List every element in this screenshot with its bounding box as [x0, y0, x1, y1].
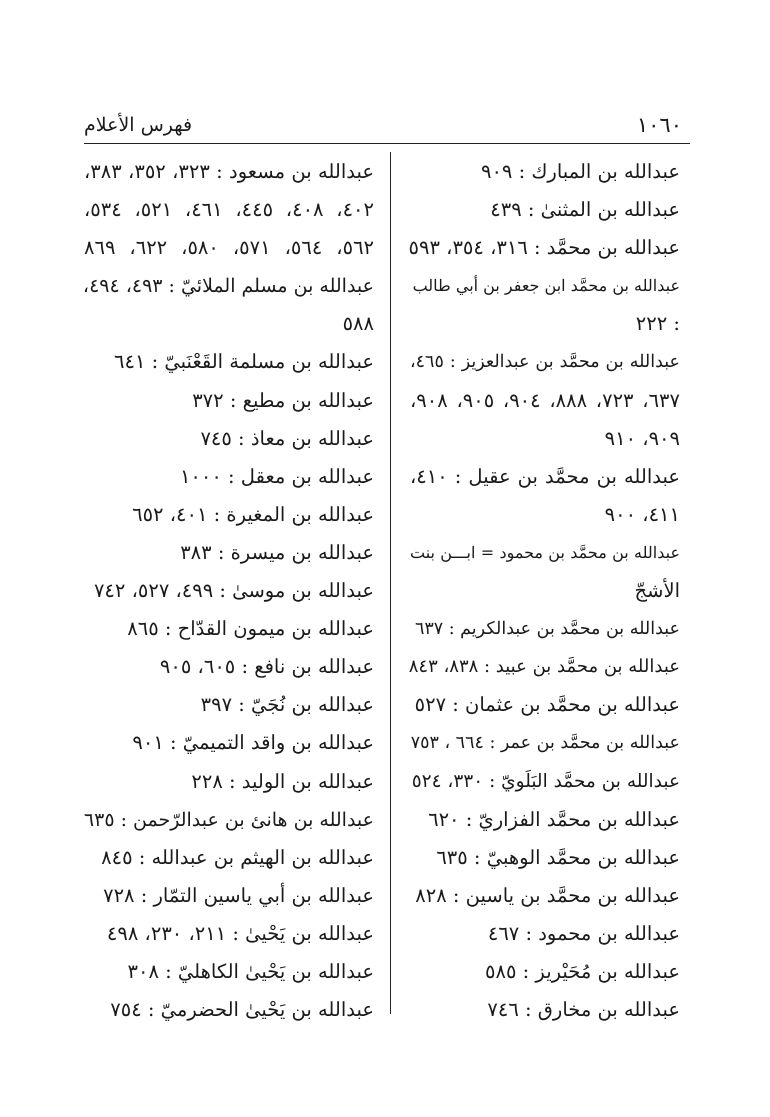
index-entry-line: ٥٦٢، ٥٦٤، ٥٧١، ٥٨٠، ٦٢٢، ٨٦٩ [84, 236, 375, 260]
index-column-left [84, 153, 374, 1029]
index-entry-line: عبدالله بن المثنىٰ : ٤٣٩ [490, 198, 680, 222]
index-entry-line: عبدالله بن محمود : ٤٦٧ [487, 921, 680, 945]
index-entry-line: عبدالله بن نافع : ٦٠٥، ٩٠٥ [159, 655, 374, 679]
index-entry-line: عبدالله بن محمَّد بن عقيل : ٤١٠، [410, 464, 680, 488]
index-entry-line: ٩٠٩، ٩١٠ [604, 426, 680, 450]
index-entry-line: الأشجّ [634, 579, 680, 603]
index-entry-line: عبدالله بن محمَّد ابن جعفر بن أبي طالب [412, 276, 680, 296]
index-entry-line: عبدالله بن يَحْيىٰ الكاهليّ : ٣٠٨ [127, 959, 374, 983]
index-entry-line: ٥٨٨ [342, 312, 374, 336]
index-entry-line: عبدالله بن محمَّد بن ياسين : ٨٢٨ [415, 883, 680, 907]
index-entry-line: عبدالله بن المغيرة : ٤٠١، ٦٥٢ [132, 502, 374, 526]
index-entry-line: ٦٣٧، ٧٢٣، ٨٨٨، ٩٠٤، ٩٠٥، ٩٠٨، [410, 388, 680, 412]
index-entry-line: عبدالله بن مخارق : ٧٤٦ [487, 998, 680, 1022]
index-entry-line: عبدالله بن المبارك : ٩٠٩ [480, 160, 680, 183]
index-entry-line: عبدالله بن مسلمة القَعْنَبيّ : ٦٤١ [114, 350, 374, 374]
index-entry-line: عبدالله بن يَحْيىٰ الحضرميّ : ٧٥٤ [110, 998, 374, 1022]
index-entry-line: ٤٠٢، ٤٠٨، ٤٤٥، ٤٦١، ٥٢١، ٥٣٤، [84, 198, 374, 222]
index-entry-line: عبدالله بن محمَّد بن عبدالكريم : ٦٣٧ [414, 619, 680, 640]
index-entry-line: عبدالله بن مطيع : ٣٧٢ [192, 388, 374, 412]
index-entry-line: عبدالله بن مسلم الملائيّ : ٤٩٣، ٤٩٤، [82, 275, 374, 298]
index-entry-line: : ٢٢٢ [635, 312, 680, 336]
index-entry-line: عبدالله بن يَحْيىٰ : ٢١١، ٢٣٠، ٤٩٨ [106, 921, 374, 945]
index-entry-line: عبدالله بن محمَّد بن عمر : ٦٦٤ ، ٧٥٣ [410, 733, 680, 754]
index-entry-line: عبدالله بن مسعود : ٣٢٣، ٣٥٢، ٣٨٣، [84, 160, 374, 183]
running-title: فهرس الأعلام [84, 114, 193, 136]
index-entry-line: عبدالله بن محمَّد الوهبيّ : ٦٣٥ [436, 845, 680, 869]
index-entry-line: عبدالله بن ميمون القدّاح : ٨٦٥ [127, 617, 374, 641]
index-entry-line: عبدالله بن أبي ياسين التمّار : ٧٢٨ [103, 883, 374, 907]
index-entry-line: عبدالله بن محمَّد بن عبدالعزيز : ٤٦٥، [410, 352, 680, 373]
index-entry-line: عبدالله بن هانئ بن عبدالرّحمن : ٦٣٥ [83, 808, 374, 831]
index-entry-line: عبدالله بن الوليد : ٢٢٨ [191, 769, 374, 793]
index-entry-line: عبدالله بن محمَّد بن محمود = ابـــن بنت [410, 542, 680, 562]
index-entry-line: عبدالله بن ميسرة : ٣٨٣ [180, 540, 374, 564]
index-entry-line: عبدالله بن مُحَيْريز : ٥٨٥ [485, 959, 680, 983]
index-entry-line: عبدالله بن معاذ : ٧٤٥ [200, 426, 374, 450]
header-rule [84, 143, 690, 144]
index-entry-line: عبدالله بن محمَّد بن عثمان : ٥٢٧ [414, 693, 680, 717]
column-divider [390, 152, 391, 1014]
index-entry-line: عبدالله بن محمَّد الفزاريّ : ٦٢٠ [428, 807, 680, 831]
index-entry-line: عبدالله بن نُجَيّ : ٣٩٧ [200, 693, 374, 717]
index-entry-line: عبدالله بن محمَّد بن عبيد : ٨٣٨، ٨٤٣ [408, 656, 680, 678]
index-entry-line: عبدالله بن محمَّد : ٣١٦، ٣٥٤، ٥٩٣ [408, 236, 680, 260]
index-entry-line: عبدالله بن معقل : ١٠٠٠ [179, 464, 374, 488]
index-entry-line: ٤١١، ٩٠٠ [604, 502, 680, 526]
page-number: ١٠٦٠ [636, 113, 682, 137]
index-entry-line: عبدالله بن واقد التميميّ : ٩٠١ [132, 731, 374, 755]
index-entry-line: عبدالله بن الهيثم بن عبدالله : ٨٤٥ [101, 845, 374, 869]
index-entry-line: عبدالله بن محمَّد البَلَويّ : ٣٣٠، ٥٢٤ [411, 770, 680, 792]
index-entry-line: عبدالله بن موسىٰ : ٤٩٩، ٥٢٧، ٧٤٢ [93, 579, 374, 603]
index-column-right [410, 153, 680, 1029]
